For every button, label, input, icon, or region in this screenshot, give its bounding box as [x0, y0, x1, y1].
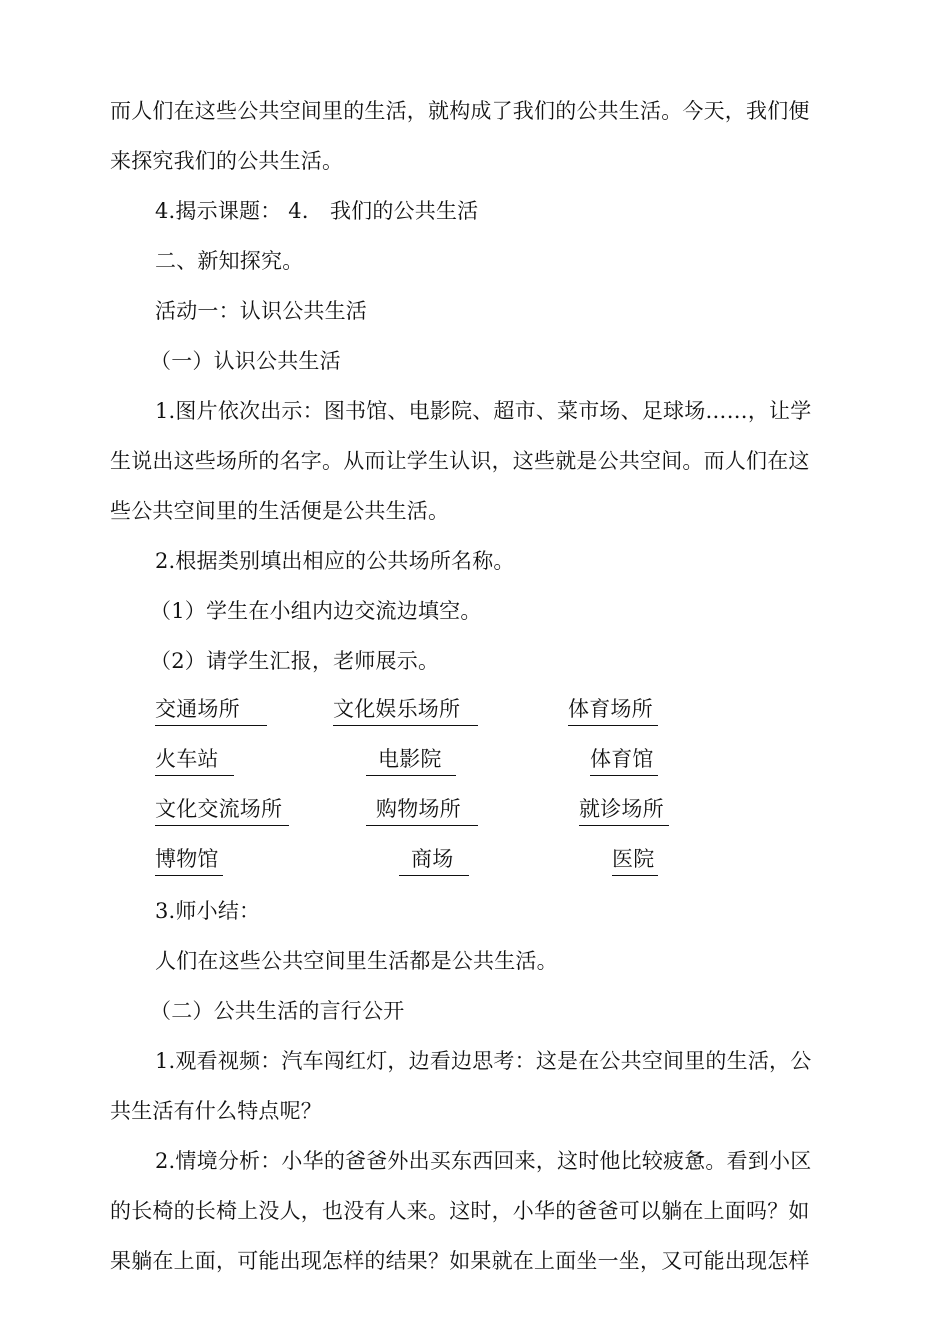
paragraph-line: 3.师小结：: [155, 899, 261, 923]
fill-cell-answer: 博物馆: [155, 845, 223, 876]
paragraph-line: 些公共空间里的生活便是公共生活。: [110, 499, 450, 523]
paragraph-line: 共生活有什么特点呢？: [110, 1099, 322, 1123]
fill-cell-category: 交通场所: [155, 695, 267, 726]
paragraph-line: 2.情境分析：小华的爸爸外出买东西回来，这时他比较疲惫。看到小区: [155, 1149, 812, 1173]
paragraph-line: 1.图片依次出示：图书馆、电影院、超市、菜市场、足球场……，让学: [155, 399, 812, 423]
fill-cell-answer: 电影院: [366, 745, 456, 776]
fill-cell-category: 文化娱乐场所: [333, 695, 478, 726]
paragraph-line: 果躺在上面，可能出现怎样的结果？如果就在上面坐一坐，又可能出现怎样: [110, 1249, 810, 1273]
paragraph-line: 生说出这些场所的名字。从而让学生认识，这些就是公共空间。而人们在这: [110, 449, 810, 473]
paragraph-line: （1）学生在小组内边交流边填空。: [150, 599, 482, 623]
fill-cell-category: 购物场所: [366, 795, 478, 826]
fill-cell-category: 文化交流场所: [155, 795, 289, 826]
subsection-heading: （二）公共生活的言行公开: [150, 999, 405, 1023]
paragraph-line: 而人们在这些公共空间里的生活，就构成了我们的公共生活。今天，我们便: [110, 99, 810, 123]
fill-cell-answer: 火车站: [155, 745, 234, 776]
fill-cell-answer: 体育馆: [590, 745, 658, 776]
section-heading: 二、新知探究。: [155, 249, 304, 273]
paragraph-line: 1.观看视频：汽车闯红灯，边看边思考：这是在公共空间里的生活，公: [155, 1049, 812, 1073]
fill-cell-answer: 商场: [399, 845, 469, 876]
activity-heading: 活动一：认识公共生活: [155, 299, 367, 323]
paragraph-line: 2.根据类别填出相应的公共场所名称。: [155, 549, 515, 573]
fill-cell-category: 就诊场所: [579, 795, 669, 826]
lesson-title-line: 4.揭示课题： 4． 我们的公共生活: [155, 199, 479, 223]
subsection-heading: （一）认识公共生活: [150, 349, 341, 373]
paragraph-line: 人们在这些公共空间里生活都是公共生活。: [155, 949, 558, 973]
fill-cell-answer: 医院: [612, 845, 658, 876]
fill-cell-category: 体育场所: [568, 695, 658, 726]
paragraph-line: 来探究我们的公共生活。: [110, 149, 344, 173]
paragraph-line: 的长椅的长椅上没人，也没有人来。这时，小华的爸爸可以躺在上面吗？如: [110, 1199, 810, 1223]
paragraph-line: （2）请学生汇报，老师展示。: [150, 649, 440, 673]
